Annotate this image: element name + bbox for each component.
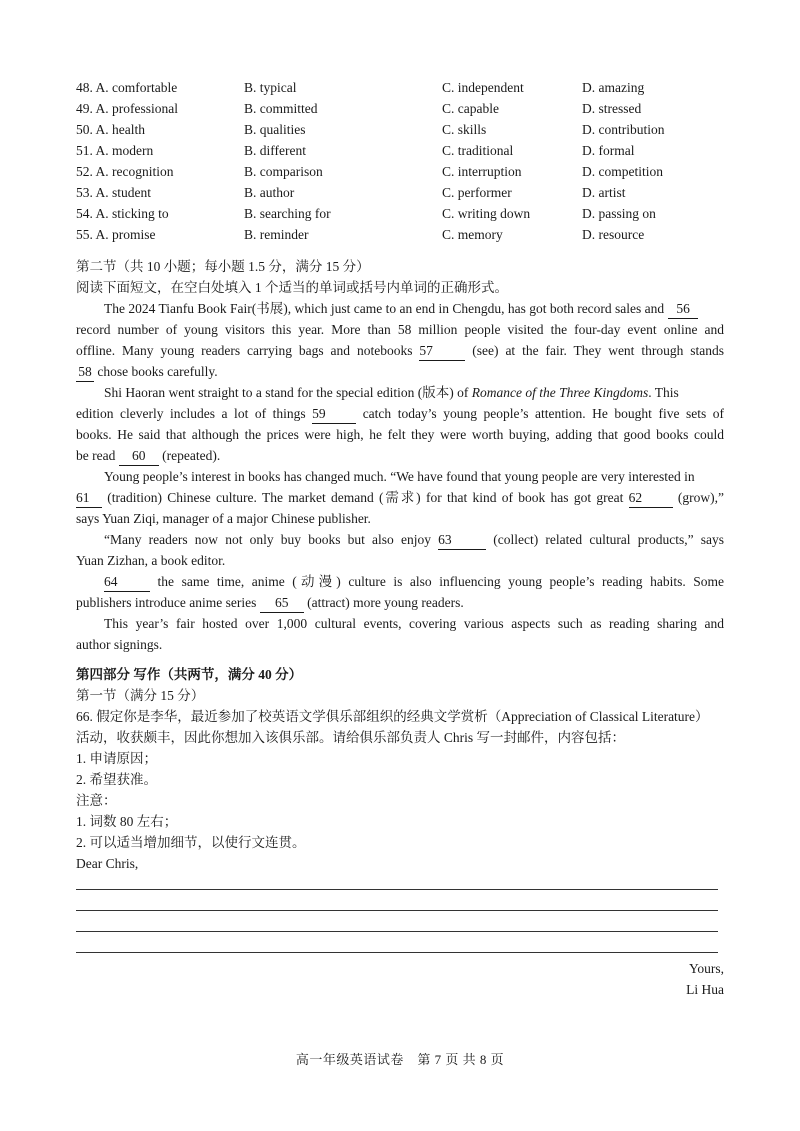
option-b[interactable]: B. different <box>244 143 306 158</box>
closing: Yours, <box>688 961 724 976</box>
writing-line[interactable] <box>76 910 718 911</box>
option-a[interactable]: 52. A. recognition <box>76 164 174 179</box>
option-d[interactable]: D. passing on <box>582 206 656 221</box>
option-d[interactable]: D. stressed <box>582 101 642 116</box>
passage-line: This year’s fair hosted over 1,000 cultural events, covering various aspects such as reading sharing and <box>104 616 724 631</box>
passage-line: books. He said that although the prices were high, he felt they were worth buying, adding that good books could <box>76 427 724 442</box>
blank-60[interactable]: 60 <box>119 447 159 466</box>
option-b[interactable]: B. author <box>244 185 295 200</box>
passage-line: Yuan Zizhan, a book editor. <box>76 553 226 568</box>
option-a[interactable]: 49. A. professional <box>76 101 178 116</box>
option-a[interactable]: 53. A. student <box>76 185 152 200</box>
blank-62[interactable]: 62 <box>629 489 673 508</box>
option-c[interactable]: C. writing down <box>442 206 531 221</box>
option-a[interactable]: 51. A. modern <box>76 143 154 158</box>
option-row <box>76 98 736 119</box>
passage-line: offline. Many young readers carrying bags and notebooks 57 (see) at the fair. They went through stands <box>76 340 724 361</box>
blank-58[interactable]: 58 <box>76 363 94 382</box>
passage-line: publishers introduce anime series 65 (attract) more young readers. <box>76 592 724 613</box>
note-label: 注意： <box>76 793 117 808</box>
option-d[interactable]: D. competition <box>582 164 663 179</box>
option-d[interactable]: D. formal <box>582 143 635 158</box>
option-c[interactable]: C. interruption <box>442 164 522 179</box>
blank-64[interactable]: 64 <box>104 573 150 592</box>
option-row <box>76 224 736 245</box>
writing-line[interactable] <box>76 952 718 953</box>
greeting: Dear Chris, <box>76 856 139 871</box>
passage-line: record number of young visitors this year. More than 58 million people visited the four-day event online and <box>76 322 724 337</box>
blank-63[interactable]: 63 <box>438 531 486 550</box>
passage-line: edition cleverly includes a lot of things 59 catch today’s young people’s attention. He bought five sets of <box>76 403 724 424</box>
option-a[interactable]: 55. A. promise <box>76 227 156 242</box>
option-b[interactable]: B. reminder <box>244 227 309 242</box>
part-heading: 第四部分 写作（共两节，满分 40 分） <box>76 667 303 682</box>
task-prompt: 活动，收获颇丰，因此你想加入该俱乐部。请给俱乐部负责人 Chris 写一封邮件，内容包括： <box>76 730 626 745</box>
option-d[interactable]: D. contribution <box>582 122 665 137</box>
note-item: 2. 可以适当增加细节，以使行文连贯。 <box>76 835 306 850</box>
option-c[interactable]: C. traditional <box>442 143 514 158</box>
option-a[interactable]: 50. A. health <box>76 122 145 137</box>
option-c[interactable]: C. memory <box>442 227 503 242</box>
blank-57[interactable]: 57 <box>419 342 465 361</box>
option-row <box>76 119 736 140</box>
blank-65[interactable]: 65 <box>260 594 304 613</box>
passage-line: 58 chose books carefully. <box>76 361 724 382</box>
option-row <box>76 77 736 98</box>
option-row <box>76 161 736 182</box>
writing-line[interactable] <box>76 931 718 932</box>
option-b[interactable]: B. qualities <box>244 122 306 137</box>
signature: Li Hua <box>686 982 724 997</box>
option-a[interactable]: 48. A. comfortable <box>76 80 178 95</box>
passage-line: be read 60 (repeated). <box>76 445 724 466</box>
passage-line: 61 (tradition) Chinese culture. The market demand (需求) for that kind of book has got great 62 (grow),” <box>76 487 724 508</box>
book-title: Romance of the Three Kingdoms <box>471 385 649 400</box>
passage-line: author signings. <box>76 637 163 652</box>
page-footer: 高一年级英语试卷 第 7 页 共 8 页 <box>295 1052 505 1067</box>
option-b[interactable]: B. searching for <box>244 206 331 221</box>
option-c[interactable]: C. capable <box>442 101 499 116</box>
option-c[interactable]: C. independent <box>442 80 524 95</box>
option-b[interactable]: B. committed <box>244 101 318 116</box>
task-item: 1. 申请原因； <box>76 751 157 766</box>
option-b[interactable]: B. typical <box>244 80 297 95</box>
task-prompt: 66. 假定你是李华，最近参加了校英语文学俱乐部组织的经典文学赏析（Appreciation of Classical Literature） <box>76 709 709 724</box>
option-d[interactable]: D. resource <box>582 227 645 242</box>
option-row <box>76 203 736 224</box>
blank-61[interactable]: 61 <box>76 489 102 508</box>
blank-56[interactable]: 56 <box>668 300 698 319</box>
option-d[interactable]: D. amazing <box>582 80 645 95</box>
passage-line: says Yuan Ziqi, manager of a major Chinese publisher. <box>76 511 371 526</box>
option-c[interactable]: C. skills <box>442 122 487 137</box>
option-row <box>76 182 736 203</box>
passage-line: The 2024 Tianfu Book Fair(书展), which just came to an end in Chengdu, has got both record sales and 56 <box>104 298 724 319</box>
passage-line: 64 the same time, anime (动漫) culture is also influencing young people’s reading habits. Some <box>104 571 724 592</box>
writing-line[interactable] <box>76 889 718 890</box>
passage-line: Young people’s interest in books has changed much. “We have found that young people are very interested in <box>104 469 695 484</box>
option-c[interactable]: C. performer <box>442 185 512 200</box>
note-item: 1. 词数 80 左右； <box>76 814 178 829</box>
sub-heading: 第一节（满分 15 分） <box>76 688 205 703</box>
option-d[interactable]: D. artist <box>582 185 626 200</box>
section-instruction: 阅读下面短文，在空白处填入 1 个适当的单词或括号内单词的正确形式。 <box>76 280 508 295</box>
passage-line: Shi Haoran went straight to a stand for the special edition (版本) of Romance of the Three Kingdoms. This <box>104 385 679 400</box>
passage-line: “Many readers now not only buy books but also enjoy 63 (collect) related cultural products,” says <box>104 529 724 550</box>
task-item: 2. 希望获准。 <box>76 772 157 787</box>
section-heading: 第二节（共 10 小题；每小题 1.5 分，满分 15 分） <box>76 259 370 274</box>
option-b[interactable]: B. comparison <box>244 164 323 179</box>
option-a[interactable]: 54. A. sticking to <box>76 206 169 221</box>
option-row <box>76 140 736 161</box>
blank-59[interactable]: 59 <box>312 405 356 424</box>
